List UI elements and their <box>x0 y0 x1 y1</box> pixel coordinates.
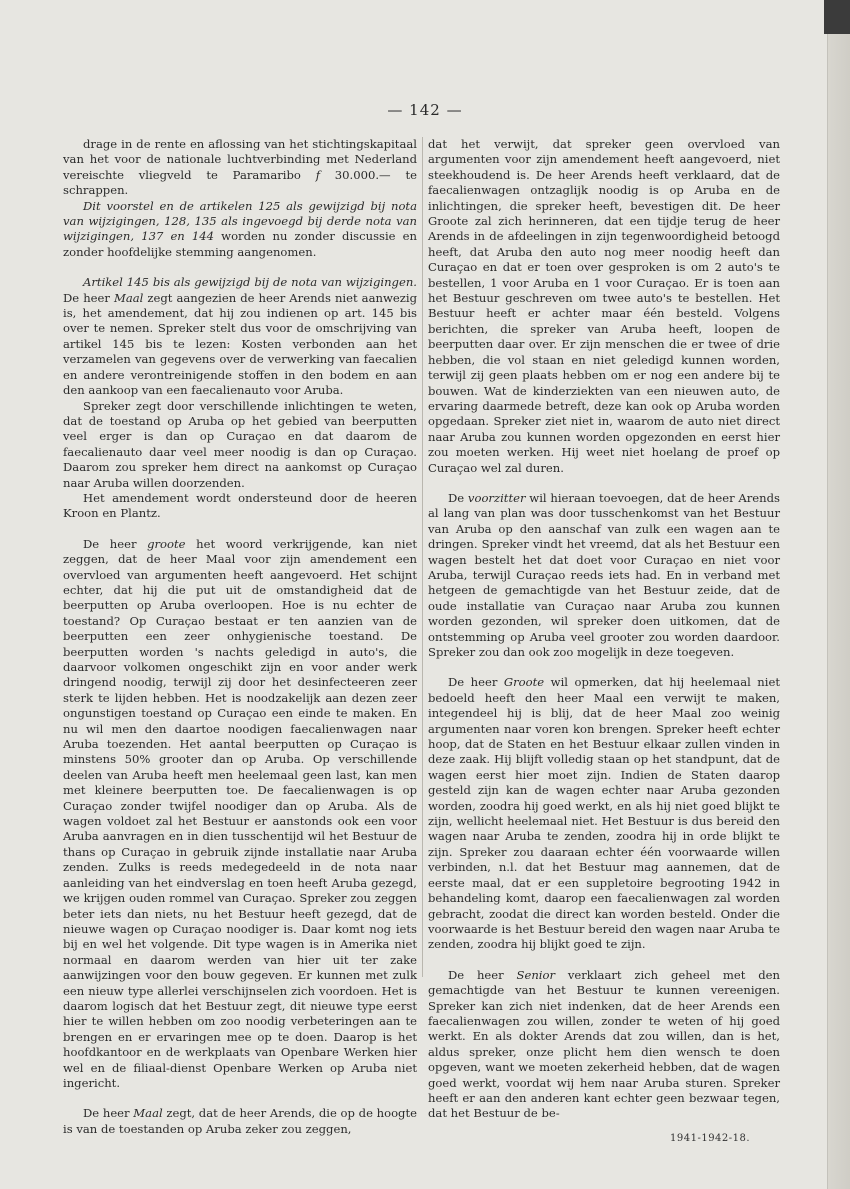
paragraph: De heer Senior verklaart zich geheel met den gemachtigde van het Bestuur te kunnen vereenigen. Spreker kan zich niet indenken, dat de heer Arends een faecalienwagen zou willen, zonder te weten of hij goed werkt. En als dokter Arends dat zou willen, dan is het, aldus spreker, onze plicht hem dien wensch te doen opgeven, want we moeten zekerheid hebben, dat de wagen goed werkt, voordat wij hem naar Aruba sturen. Spreker heeft er aan den anderen kant echter geen bezwaar tegen, dat het Bestuur de be- <box>428 967 781 1121</box>
right-column <box>428 137 780 1122</box>
paragraph: De heer groote het woord verkrijgende, kan niet zeggen, dat de heer Maal voor zijn amendement een overvloed van argumenten heeft aangevoerd. Het schijnt echter, dat hij die put uit de omstandigheid dat de beerputten op Aruba overloopen. Hoe is nu echter de toestand? Op Curaçao bestaat er ten aanzien van de beerputten een zeer onhygienische toestand. De beerputten worden 's nachts geledigd in auto's, die daarvoor volkomen ongeschikt zijn en voor ander werk dringend noodig, terwijl zij door het desinfecteeren zeer sterk te lijden hebben. Het is noodzakelijk aan dezen zeer ongunstigen toestand op Curaçao een einde te maken. En nu wil men den daartoe noodigen faecalienwagen naar Aruba toezenden. Het aantal beerputten op Curaçao is minstens 50% grooter dan op Aruba. Op verschillende deelen van Aruba heeft men heelemaal geen last, kan men met kleinere beerputten toe. De faecalienwagen is op Curaçao zonder twijfel noodiger dan op Aruba. Als de wagen voldoet zal het Bestuur er aanstonds ook een voor Aruba aanvragen en in dien tusschentijd wil het Bestuur de thans op Curaçao in gebruik zijnde installatie naar Aruba zenden. Zulks is reeds medegedeeld in de nota naar aanleiding van het eindverslag en toen heeft Aruba gezegd, we krijgen ouden rommel van Curaçao. Spreker zou zeggen beter iets dan niets, nu het Bestuur heeft gezegd, dat de nieuwe wagen op Curaçao noodiger is. Daar komt nog iets bij en wel het volgende. Dit type wagen is in Amerika niet normaal en daarom werden van hier uit ter zake aanwijzingen voor den bouw gegeven. Er kunnen met zulk een nieuw type allerlei verschijnselen zich voordoen. Het is daarom logisch dat het Bestuur zegt, dit nieuwe type eerst hier te willen hebben om zoo noodig verbeteringen aan te brengen en er ervaringen mee op te doen. Daarop is het hoofdkantoor en de werkplaats van Openbare Werken hier wel en de filiaal-dienst Openbare Werken op Aruba niet ingericht. <box>63 536 418 1090</box>
column-divider <box>422 137 423 977</box>
corner-mark <box>824 0 850 34</box>
paragraph: De voorzitter wil hieraan toevoegen, dat de heer Arends al lang van plan was door tusschenkomst van het Bestuur van Aruba op den aanschaf van zulk een wagen aan te dringen. Spreker vindt het vreemd, dat als het Bestuur een wagen bestelt het dat doet voor Curaçao en niet voor Aruba, terwijl Curaçao reeds iets had. En in verband met hetgeen de gemachtigde van het Bestuur zeide, dat de oude installatie van Curaçao naar Aruba zou kunnen worden gezonden, wil spreker doen uitkomen, dat de ontstemming op Aruba veel grooter zou worden daardoor. Spreker zou dan ook zoo mogelijk in deze toegeven. <box>428 490 781 659</box>
paragraph: dat het verwijt, dat spreker geen overvloed van argumenten voor zijn amendement heeft aangevoerd, niet steekhoudend is. De heer Arends heeft verklaard, dat de faecalienwagen ontzaglijk noodig is op Aruba en de inlichtingen, die spreker heeft, bevestigen dit. De heer Groote zal zich herinneren, dat een tijdje terug de heer Arends in de afdeelingen in zijn tegenwoordigheid betoogd heeft, dat Aruba den auto nog meer noodig heeft dan Curaçao en dat er toen over gesproken is om 2 auto's te bestellen, 1 voor Aruba en 1 voor Curaçao. Er is toen aan het Bestuur geschreven om twee auto's te bestellen. Het Bestuur heeft er achter maar één besteld. Volgens berichten, die spreker van Aruba heeft, loopen de beerputten daar over. Er zijn menschen die er twee of drie hebben, die vol staan en niet geledigd kunnen worden, terwijl zij geen plaats hebben om er nog een andere bij te bouwen. Wat de kinderziekten van een nieuwen auto, de ervaring daarmede betreft, deze kan ook op Aruba worden opgedaan. Spreker ziet niet in, waarom de auto niet direct naar Aruba zou kunnen worden opgezonden en eerst hier zou moeten werken. Hij weet niet hoelang de proef op Curaçao wel zal duren. <box>428 137 780 475</box>
paragraph: De heer Groote wil opmerken, dat hij heelemaal niet bedoeld heeft den heer Maal een verwijt te maken, integendeel hij is blij, dat de heer Maal zoo weinig argumenten naar voren kon brengen. Spreker heeft echter hoop, dat de Staten en het Bestuur elkaar zullen vinden in deze zaak. Hij blijft volledig staan op het standpunt, dat de wagen eerst hier moet zijn. Indien de Staten daarop gesteld zijn kan de wagen echter naar Aruba gezonden worden, zoodra hij goed werkt, en als hij niet goed blijkt te zijn, wellicht heelemaal niet. Het Bestuur is dus bereid den wagen naar Aruba te zenden, zoodra hij in orde blijkt te zijn. Spreker zou daaraan echter één voorwaarde willen verbinden, n.l. dat het Bestuur mag aannemen, dat de eerste maal, dat er een suppletoire begrooting 1942 in behandeling komt, daarop een faecalienwagen zal worden gebracht, zoodat die direct kan worden besteld. Onder die voorwaarde is het Bestuur bereid den wagen naar Aruba te zenden, zoodra hij blijkt goed te zijn. <box>428 675 781 952</box>
paragraph: Artikel 145 bis als gewijzigd bij de nota van wijzigingen. De heer Maal zegt aangezien de heer Arends niet aanwezig is, het amendement, dat hij zou indienen op art. 145 bis over te nemen. Spreker stelt dus voor de omschrijving van artikel 145 bis te lezen: Kosten verbonden aan het verzamelen van gegevens over de verwerking van faecalien en andere verontreinigende stoffen in den bodem en aan den aankoop van een faecalienauto voor Aruba. <box>63 275 417 398</box>
page-number: — 142 — <box>387 101 463 119</box>
footer-code: 1941-1942-18. <box>670 1133 751 1144</box>
paragraph: drage in de rente en aflossing van het stichtingskapitaal van het voor de nationale luchtverbinding met Nederland vereischte vliegveld te Paramaribo f 30.000.— te schrappen. <box>63 137 417 198</box>
page-edge <box>827 0 850 1189</box>
paragraph: Dit voorstel en de artikelen 125 als gewijzigd bij nota van wijzigingen, 128, 135 als ingevoegd bij derde nota van wijzigingen, 137 en 144 worden nu zonder discussie en zonder hoofdelijke stemming aangenomen. <box>63 198 417 259</box>
left-column <box>63 137 417 1137</box>
paragraph: Spreker zegt door verschillende inlichtingen te weten, dat de toestand op Aruba op het gebied van beerputten veel erger is dan op Curaçao en dat daarom de faecalienauto daar veel meer noodig is dan op Curaçao. Daarom zou spreker hem direct na aankomst op Curaçao naar Aruba willen doorzenden. <box>63 398 417 490</box>
paragraph: De heer Maal zegt, dat de heer Arends, die op de hoogte is van de toestanden op Aruba zeker zou zeggen, <box>63 1106 417 1136</box>
paragraph: Het amendement wordt ondersteund door de heeren Kroon en Plantz. <box>63 490 417 521</box>
